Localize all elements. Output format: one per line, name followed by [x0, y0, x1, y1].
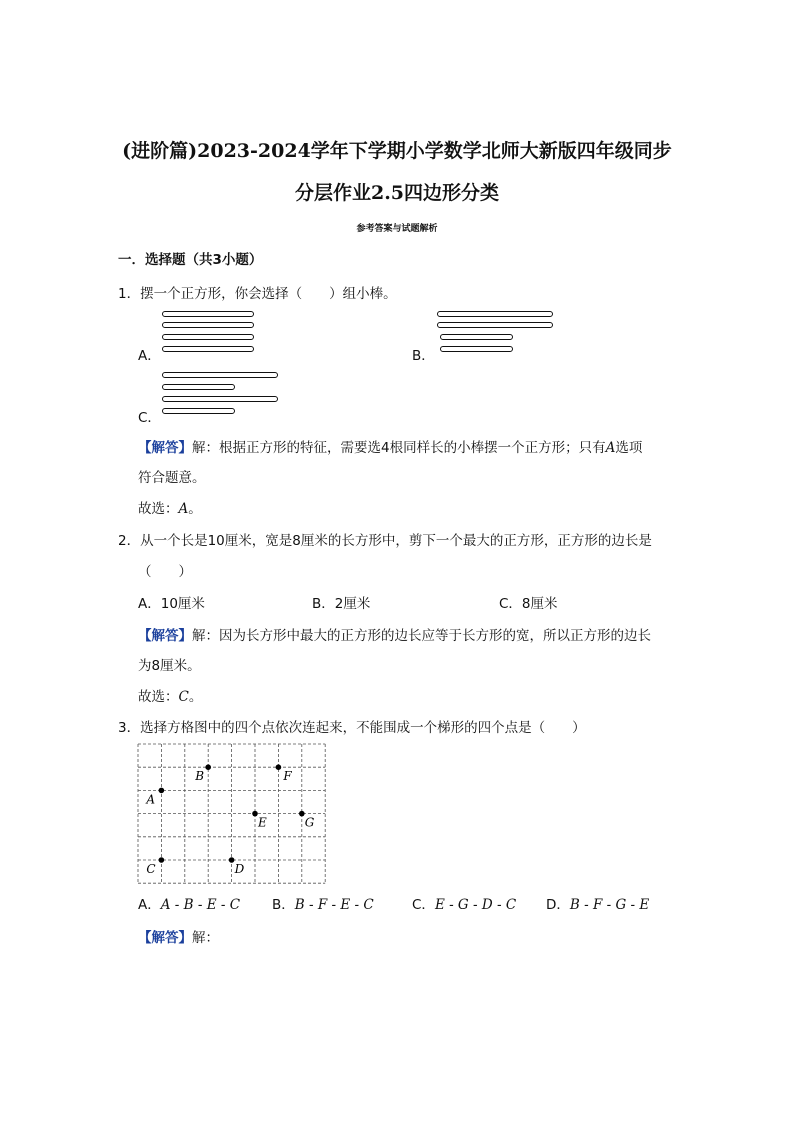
q1-answer-text: 解：根据正方形的特征，需要选4根同样长的小棒摆一个正方形；只有 [192, 440, 606, 456]
option-seq: A - B - E - C [160, 897, 241, 913]
point-b-label: B [195, 769, 205, 784]
q1-answer-line-1 [138, 436, 642, 456]
q1-answer-var: A [605, 440, 616, 456]
section-heading: 一．选择题（共3小题） [118, 252, 263, 268]
choice-prefix: 故选： [138, 689, 179, 705]
q1-answer-line-2: 符合题意。 [138, 470, 206, 486]
point-e-dot [252, 811, 258, 817]
stick [162, 396, 278, 402]
q1-option-c-label: C． [138, 410, 161, 426]
q3-option-d[interactable] [546, 893, 649, 913]
q1-answer-suffix: 选项 [615, 440, 643, 456]
option-seq: B - F - E - C [294, 897, 374, 913]
answer-subtitle: 参考答案与试题解析 [356, 224, 438, 234]
q2-answer-text: 解：因为长方形中最大的正方形的边长应等于长方形的宽，所以正方形的边长 [192, 628, 651, 644]
option-seq: B - F - G - E [569, 897, 650, 913]
answer-tag: 【解答】 [138, 930, 192, 946]
stick [440, 334, 513, 340]
point-b-dot [205, 764, 211, 770]
stick [162, 346, 254, 352]
q1-stem: 1．摆一个正方形，你会选择（ ）组小棒。 [118, 286, 397, 302]
option-prefix: A． [138, 897, 161, 913]
point-a-dot [159, 788, 165, 794]
option-prefix: C． [412, 897, 435, 913]
stick [162, 334, 254, 340]
q2-answer-line-2: 为8厘米。 [138, 658, 201, 674]
choice-prefix: 故选： [138, 501, 179, 517]
stick [162, 408, 235, 414]
q3-option-a[interactable] [138, 893, 240, 913]
q2-option-b[interactable]: B．2厘米 [312, 596, 371, 612]
point-g-dot [299, 811, 305, 817]
q1-option-a-label: A． [138, 348, 161, 364]
point-f-dot [276, 764, 282, 770]
q3-stem: 3．选择方格图中的四个点依次连起来，不能围成一个梯形的四个点是（ ） [118, 720, 586, 736]
option-prefix: B． [272, 897, 295, 913]
point-d-label: D [234, 862, 245, 876]
q3-answer-line-1 [138, 926, 219, 946]
stick [162, 384, 235, 390]
point-c-label: C [146, 862, 156, 876]
q3-option-b[interactable] [272, 893, 374, 913]
option-prefix: D． [546, 897, 570, 913]
title-line-1: (进阶篇)2023-2024学年下学期小学数学北师大新版四年级同步 [122, 140, 672, 162]
point-f-label: F [283, 769, 292, 784]
q3-option-c[interactable] [412, 893, 516, 913]
q2-choice [138, 685, 202, 705]
q1-option-b-label: B． [412, 348, 435, 364]
q2-stem-cont: （ ） [138, 564, 192, 580]
choice-var: C [178, 689, 189, 705]
q2-option-a[interactable]: A．10厘米 [138, 596, 205, 612]
answer-tag: 【解答】 [138, 440, 192, 456]
stick [437, 322, 553, 328]
title-line-2: 分层作业2.5四边形分类 [294, 182, 500, 204]
choice-suffix: 。 [188, 689, 203, 705]
q2-option-c[interactable]: C．8厘米 [499, 596, 558, 612]
dot-grid-figure [134, 740, 334, 890]
point-g-label: G [304, 815, 315, 830]
grid-points [145, 764, 314, 876]
point-d-dot [229, 857, 235, 863]
choice-var: A [178, 501, 189, 517]
stick [162, 311, 254, 317]
point-c-dot [159, 857, 165, 863]
stick [440, 346, 513, 352]
option-seq: E - G - D - C [434, 897, 517, 913]
stick [162, 372, 278, 378]
point-e-label: E [258, 815, 267, 830]
q1-choice [138, 497, 202, 517]
q3-answer-text: 解： [192, 930, 219, 946]
choice-suffix: 。 [188, 501, 202, 517]
q2-stem: 2．从一个长是10厘米，宽是8厘米的长方形中，剪下一个最大的正方形，正方形的边长是 [118, 533, 652, 549]
point-a-label: A [146, 792, 156, 807]
answer-tag: 【解答】 [138, 628, 192, 644]
q2-answer-line-1 [138, 624, 651, 644]
stick [162, 322, 254, 328]
stick [437, 311, 553, 317]
